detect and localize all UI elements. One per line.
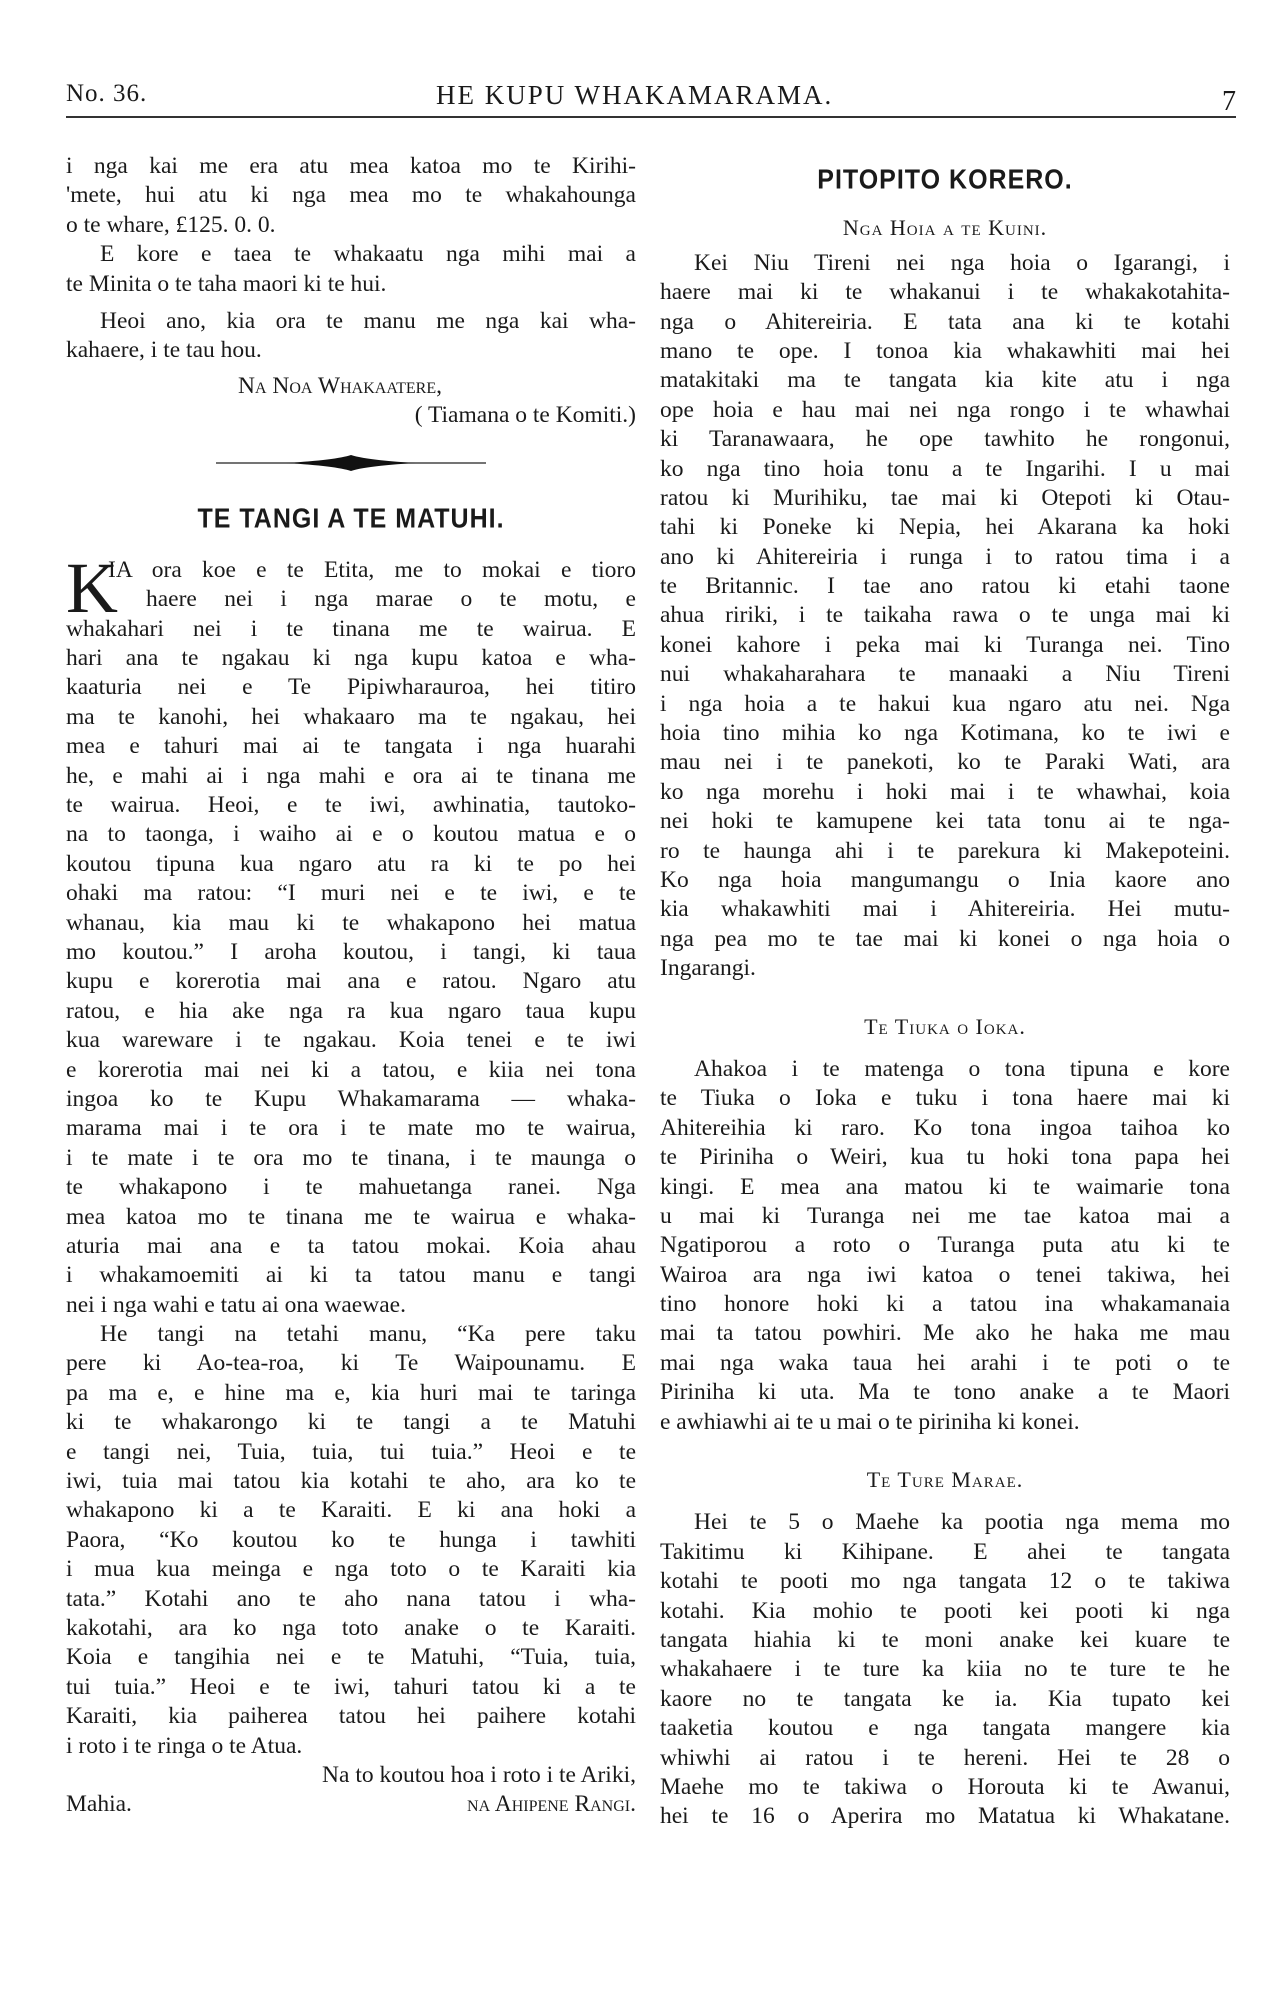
text-line: te Britannic. I tae ano ratou ki etahi taone	[660, 573, 1230, 600]
text-line: tata.” Kotahi ano te aho nana tatou i wha-	[66, 1585, 636, 1612]
text-line: mau nei i te panekoti, ko te Paraki Wati, ara	[660, 749, 1230, 776]
signature-block	[66, 372, 636, 431]
text-line: whakahaere i te ture ka kiia no te ture te he	[660, 1656, 1230, 1683]
running-header	[66, 72, 1236, 122]
news-heading: Te Tiuka o Ioka.	[864, 1013, 1026, 1039]
text-line: Hei te 5 o Maehe ka pootia nga mema mo	[694, 1509, 1230, 1536]
text-line: nga o Ahitereiria. E tata ana ki te kotahi	[660, 308, 1230, 335]
text-line: whanau, kia mau ki te whakapono hei matua	[66, 909, 636, 936]
article-title: TE TANGI A TE MATUHI.	[197, 503, 505, 534]
text-line: Piriniha ki uta. Ma te tono anake a te Maori	[660, 1379, 1230, 1406]
left-column	[66, 152, 636, 1820]
text-line: u mai ki Turanga nei me tae katoa mai a	[660, 1202, 1230, 1229]
text-line: ki Taranawaara, he ope tawhito he rongonui,	[660, 426, 1230, 453]
text-line: ahua ririki, i te taikaha rawa o te unga mai ki	[660, 602, 1230, 629]
text-line: kingi. E mea ana matou ki te waimarie tona	[660, 1173, 1230, 1200]
text-line: kaore no te tangata ke ia. Kia tupato kei	[660, 1685, 1230, 1712]
text-line: hoia tino mihia ko nga Kotimana, ko te iwi e	[660, 720, 1230, 747]
text-line: te Piriniha o Weiri, kua tu hoki tona papa hei	[660, 1144, 1230, 1171]
text-line: Kei Niu Tireni nei nga hoia o Igarangi, i	[694, 249, 1230, 276]
text-line: ratou, e hia ake nga ra kua ngaro taua kupu	[66, 997, 636, 1024]
text-line: kotahi te pooti mo nga tangata 12 o te takiwa	[660, 1568, 1230, 1595]
text-line: haere mai ki te whakanui i te whakakotahita-	[660, 279, 1230, 306]
text-line: mea katoa mo te tinana me te wairua e whaka-	[66, 1203, 636, 1230]
text-line: nui whakaharahara te manaaki a Niu Tireni	[660, 661, 1230, 688]
author-row	[66, 1790, 636, 1819]
text-line: taaketia koutou e nga tangata mangere kia	[660, 1715, 1230, 1742]
section-divider-ornament	[66, 455, 636, 475]
publication-title: HE KUPU WHAKAMARAMA.	[436, 80, 834, 110]
paragraph	[66, 240, 636, 299]
place-name: Mahia.	[66, 1791, 132, 1818]
text-line: IA ora koe e te Etita, me to mokai e tioro	[108, 556, 636, 583]
text-line: konei kahore i peka mai ki Turanga nei. Tino	[660, 631, 1230, 658]
text-line: matakitaki ma te tangata kia kite atu i nga	[660, 367, 1230, 394]
text-line: te wairua. Heoi, e te iwi, awhinatia, tautoko-	[66, 792, 636, 819]
text-line: tino honore hoki ki a tatou ina whakamanaia	[660, 1291, 1230, 1318]
text-line: pere ki Ao-tea-roa, ki Te Waipounamu. E	[66, 1350, 636, 1377]
text-line: nga pea mo te tae mai ki konei o nga hoia o	[660, 925, 1230, 952]
text-line: i mua kua meinga e nga toto o te Karaiti kia	[66, 1556, 636, 1583]
text-line: koutou tipuna kua ngaro atu ra ki te po hei	[66, 850, 636, 877]
text-line: kua wareware i te ngakau. Koia tenei e te iwi	[66, 1027, 636, 1054]
text-line: Paora, “Ko koutou ko te hunga i tawhiti	[66, 1526, 636, 1553]
section-title: PITOPITO KORERO.	[817, 164, 1073, 196]
text-line: i te mate i te ora mo te tinana, i te maunga o	[66, 1144, 636, 1171]
text-line: i nga hoia a te hakui kua ngaro atu nei. Nga	[660, 690, 1230, 717]
text-line: ohaki ma ratou: “I muri nei e te iwi, e te	[66, 880, 636, 907]
text-line: Ahitereihia ki raro. Ko tona ingoa taihoa ko	[660, 1114, 1230, 1141]
text-line: whiwhi ai ratou i te hereni. Hei te 28 o	[660, 1744, 1230, 1771]
ornament-rule-icon	[216, 455, 486, 471]
text-line: Maehe mo te takiwa o Horouta ki te Awanui,	[660, 1773, 1230, 1800]
text-line: ko nga tino hoia tonu a te Ingarihi. I u mai	[660, 455, 1230, 482]
text-line: tui tuia.” Heoi e te iwi, tahuri tatou ki a te	[66, 1673, 636, 1700]
text-line: Wairoa ara nga iwi katoa o tenei takiwa, hei	[660, 1261, 1230, 1288]
header-rule	[66, 116, 1236, 118]
drop-cap: K	[66, 547, 118, 628]
text-line: i nga kai me era atu mea katoa mo te Kirihi-	[66, 153, 636, 179]
text-line: Ngatiporou a roto o Turanga puta atu ki te	[660, 1232, 1230, 1259]
text-line: ki te whakarongo ki te tangi a te Matuhi	[66, 1409, 636, 1436]
text-line: tangata hiahia ki te moni anake kei kuare te	[660, 1626, 1230, 1653]
text-line: e korerotia mai nei ki a tatou, e kiia nei tona	[66, 1056, 636, 1083]
text-line: nei hoki te kamupene kei tata tonu ai te nga-	[660, 808, 1230, 835]
intro-paragraph	[66, 152, 636, 240]
news-item	[660, 249, 1230, 984]
text-line: Koia e tangihia nei e te Matuhi, “Tuia, tuia,	[66, 1644, 636, 1671]
text-line: te Tiuka o Ioka e tuku i tona haere mai ki	[660, 1085, 1230, 1112]
text-line: mea e tahuri mai ai te tangata i nga huarahi	[66, 733, 636, 760]
author-name: na Ahipene Rangi.	[467, 1791, 636, 1818]
article-body	[66, 547, 636, 1820]
text-line: kupu e korerotia mai ana e ratou. Ngaro atu	[66, 968, 636, 995]
signature-name: Na Noa Whakaatere,	[238, 372, 442, 399]
text-line: haere nei i nga marae o te motu, e	[146, 586, 636, 613]
text-line: te whakapono i te mahuetanga ranei. Nga	[66, 1174, 636, 1201]
text-line: nei i nga wahi e tatu ai ona waewae.	[66, 1291, 406, 1318]
news-item	[660, 1508, 1230, 1831]
text-line: te Minita o te taha maori ki te hui.	[66, 270, 387, 297]
text-line: i roto i te ringa o te Atua.	[66, 1732, 303, 1759]
text-line: whakahari nei i te tinana me te wairua. E	[66, 615, 636, 642]
text-line: e tangi nei, Tuia, tuia, tui tuia.” Heoi e te	[66, 1438, 636, 1465]
text-line: mai ta tatou powhiri. Me ako he haka me mau	[660, 1320, 1230, 1347]
paragraph	[66, 307, 636, 366]
text-line: kahaere, i te tau hou.	[66, 337, 262, 364]
text-line: ingoa ko te Kupu Whakamarama — whaka-	[66, 1085, 636, 1112]
text-line: whakapono ki a te Karaiti. E ki ana hoki a	[66, 1497, 636, 1524]
text-line: 'mete, hui atu ki nga mea mo te whakahounga	[66, 182, 636, 209]
text-line: hei te 16 o Aperira mo Matatua ki Whakatane.	[660, 1803, 1230, 1830]
text-line: ro te haunga ahi i te parekura ki Makepoteini.	[660, 837, 1230, 864]
text-line: na to taonga, i waiho ai e o koutou matua e o	[66, 821, 636, 848]
text-line: i whakamoemiti ai ki ta tatou manu e tangi	[66, 1262, 636, 1289]
text-line: E kore e taea te whakaatu nga mihi mai a	[100, 241, 636, 268]
signature-role: ( Tiamana o te Komiti.)	[414, 402, 636, 429]
right-column	[660, 152, 1230, 1832]
page-number: 7	[1222, 86, 1236, 117]
text-line: mano te ope. I tonoa kia whakawhiti mai hei	[660, 337, 1230, 364]
text-line: mai nga waka taua hei arahi i te poti o te	[660, 1349, 1230, 1376]
text-line: hari ana te ngakau ki nga kupu katoa e wha-	[66, 645, 636, 672]
text-line: ma te kanohi, hei whakaaro ma te ngakau, hei	[66, 703, 636, 730]
text-line: he, e mahi ai i nga mahi e ora ai te tinana me	[66, 762, 636, 789]
text-line: aturia mai ana e ta tatou mokai. Koia ahau	[66, 1232, 636, 1259]
text-line: He tangi na tetahi manu, “Ka pere taku	[100, 1321, 636, 1348]
text-line: kia whakawhiti mai i Ahitereiria. Hei mutu-	[660, 896, 1230, 923]
news-heading: Nga Hoia a te Kuini.	[842, 215, 1048, 241]
text-line: marama mai i te ora i te mate mo te wairua,	[66, 1115, 636, 1142]
news-heading: Te Ture Marae.	[866, 1467, 1024, 1493]
text-line: e awhiawhi ai te u mai o te piriniha ki konei.	[660, 1408, 1080, 1435]
text-line: ko nga morehu i hoki mai i te whawhai, koia	[660, 778, 1230, 805]
text-line: Ko nga hoia mangumangu o Inia kaore ano	[660, 867, 1230, 893]
text-line: kakotahi, ara ko nga toto anake o te Karaiti.	[66, 1614, 636, 1641]
text-line: Karaiti, kia paiherea tatou hei paihere kotahi	[66, 1703, 636, 1730]
closing-line: Na to koutou hoa i roto i te Ariki,	[322, 1761, 636, 1788]
text-line: ratou ki Murihiku, tae mai ki Otepoti ki Otau-	[660, 484, 1230, 511]
text-line: tahi ki Poneke ki Nepia, hei Akarana ka hoki	[660, 514, 1230, 541]
text-line: Ingarangi.	[660, 955, 756, 982]
text-line: kaaturia nei e Te Pipiwharauroa, hei titiro	[66, 674, 636, 701]
issue-number: No. 36.	[66, 80, 148, 107]
text-line: Heoi ano, kia ora te manu me nga kai wha-	[100, 307, 636, 334]
text-line: ope hoia e hau mai nei nga rongo i te whawhai	[660, 396, 1230, 423]
text-line: Ahakoa i te matenga o tona tipuna e kore	[694, 1055, 1230, 1082]
text-line: iwi, tuia mai tatou kia kotahi te aho, ara ko te	[66, 1468, 636, 1495]
text-line: pa ma e, e hine ma e, kia huri mai te taringa	[66, 1379, 636, 1406]
text-line: kotahi. Kia mohio te pooti kei pooti ki nga	[660, 1597, 1230, 1624]
text-line: Takitimu ki Kihipane. E ahei te tangata	[660, 1538, 1230, 1565]
text-line: mo koutou.” I aroha koutou, i tangi, ki taua	[66, 939, 636, 965]
text-line: ano ki Ahitereiria i runga i to ratou tima i a	[660, 543, 1230, 570]
news-item	[660, 1055, 1230, 1437]
text-line: o te whare, £125. 0. 0.	[66, 211, 276, 238]
